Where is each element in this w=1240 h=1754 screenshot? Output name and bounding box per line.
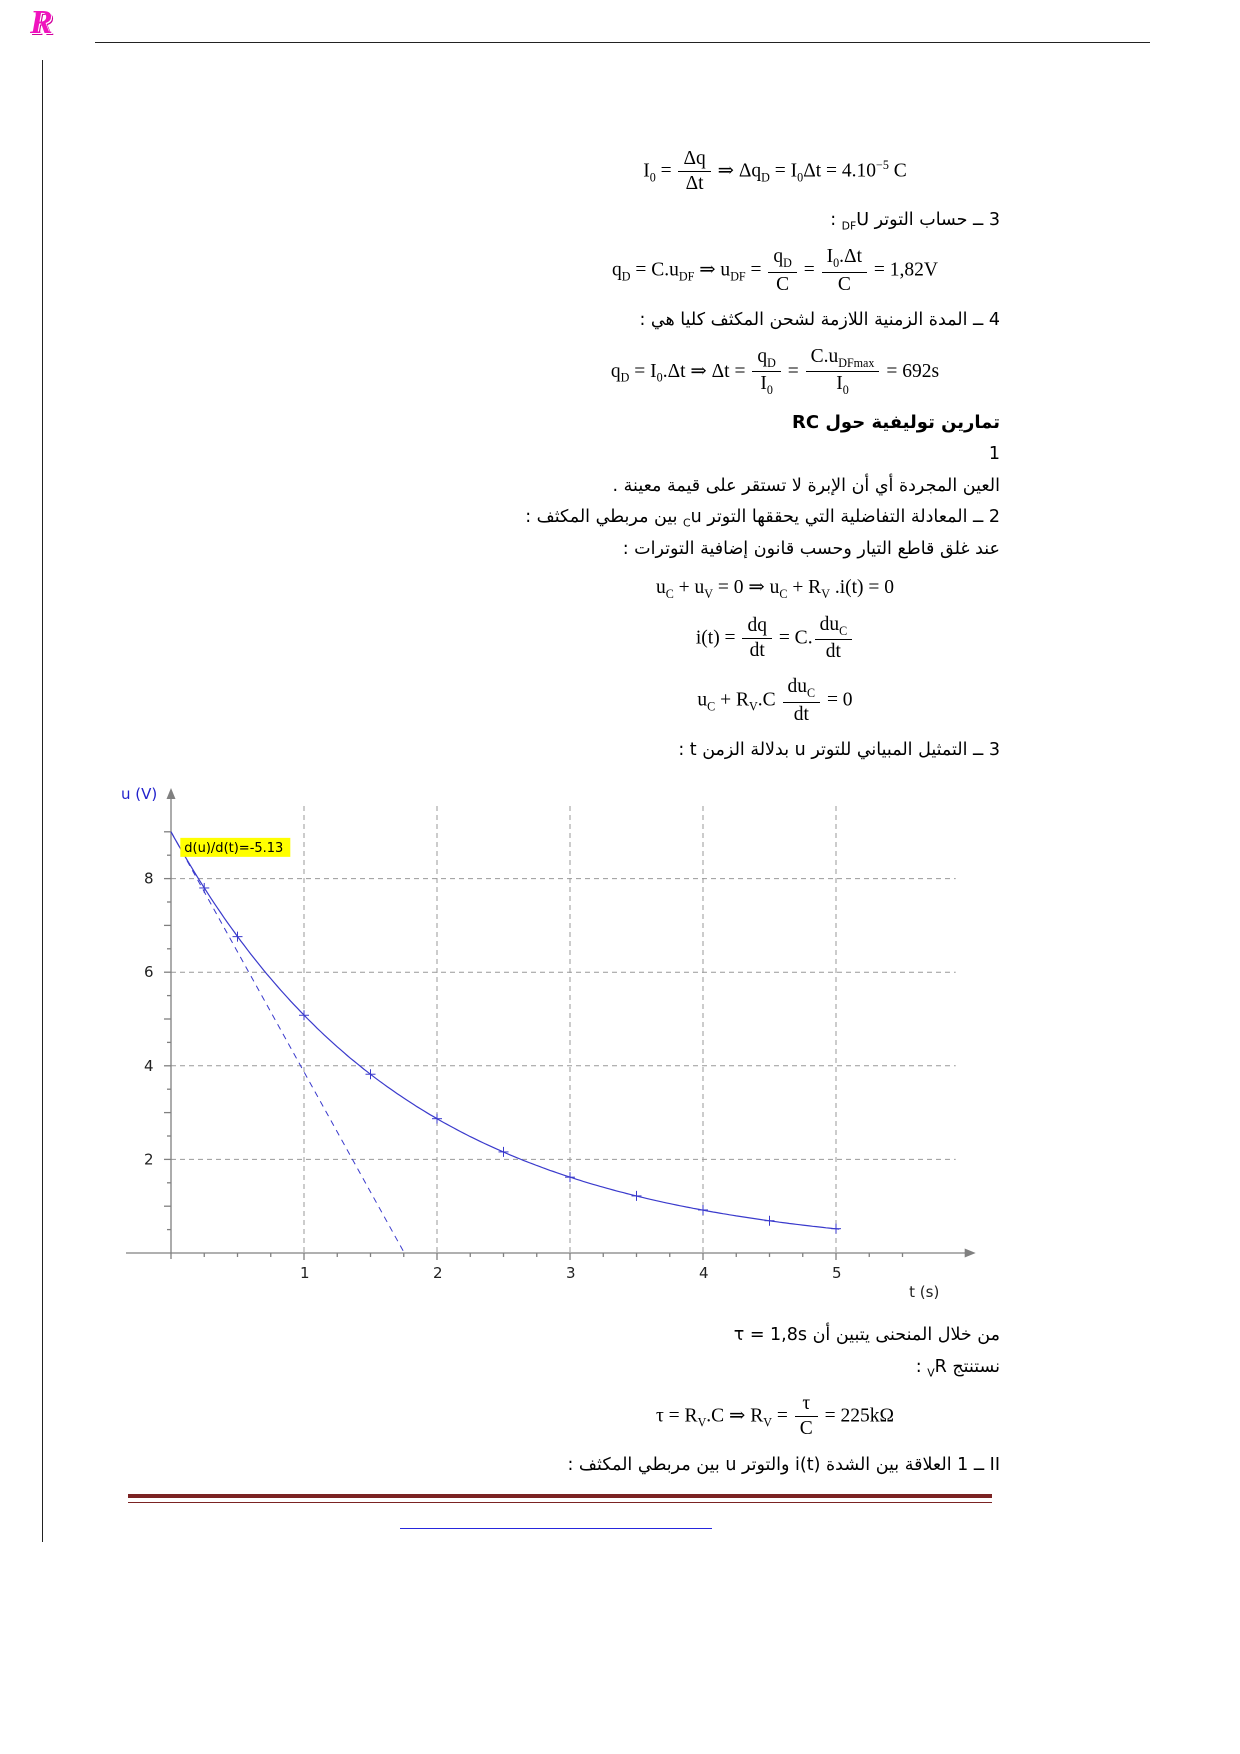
svg-text:4: 4 — [699, 1264, 709, 1283]
svg-text:1: 1 — [300, 1264, 310, 1283]
footer-blue-underline — [400, 1528, 712, 1529]
footer-divider — [128, 1494, 992, 1503]
chart-svg — [106, 783, 1016, 1311]
voltage-decay-chart — [106, 783, 1000, 1315]
line-switch-close: عند غلق قاطع التيار وحسب قانون إضافية التوترات : — [622, 539, 1000, 560]
svg-text:t (s): t (s) — [909, 1283, 940, 1302]
svg-text:u (V): u (V) — [121, 785, 158, 804]
equation-udf: $q_D = C.u_{DF}$ ⇒ $u_{DF}$ = $\frac{q_D}{C}$ = $\frac{I_0.\Delta t}{C}$ = 1,82V — [612, 246, 938, 295]
equation-time: $q_D = I_0.\Delta t$ ⇒ Δt = $\frac{q_D}{I_0}$ = $\frac{C.u_{DFmax}}{I_0}$ = 692s — [610, 345, 940, 398]
equation-kvl: $u_C + u_V = 0$ ⇒ $u_C + R_V$ .i(t) = 0 — [655, 576, 895, 601]
line-tau-reading: من خلال المنحنى يتبين أن τ = 1,8s — [733, 1325, 1000, 1346]
svg-text:5: 5 — [832, 1264, 842, 1283]
line-udf-heading: 3 ــ حساب التوتر $U_{DF}$ : — [830, 209, 1000, 233]
line-naked-eye: العين المجردة أي أن الإبرة لا تستقر على قيمة معينة . — [612, 475, 1000, 496]
line-diff-eq: 2 ــ المعادلة التفاضلية التي يحققها التوتر $u_C$ بين مربطي المكثف : — [525, 507, 1000, 530]
equation-charge: $I_0$ = $\frac{\Delta q}{\Delta t}$ ⇒ $\Delta q_D = I_0\Delta t = 4.10^{-5}$ C — [643, 148, 907, 195]
svg-text:2: 2 — [433, 1264, 443, 1283]
document-body — [100, 120, 1000, 1484]
line-part2-heading: II ــ 1 العلاقة بين الشدة i(t) والتوتر u بين مربطي المكثف : — [567, 1454, 1000, 1475]
page-top-rule — [95, 42, 1150, 43]
section-heading-rc: تمارين توليفية حول RC — [791, 412, 1000, 434]
svg-text:6: 6 — [144, 963, 154, 982]
svg-text:3: 3 — [566, 1264, 576, 1283]
line-graph-intro: 3 ــ التمثيل المبياني للتوتر u بدلالة الزمن t : — [678, 740, 1000, 761]
line-deduce-rv: نستنتج $R_V$ : — [915, 1356, 1000, 1380]
page-left-rule — [42, 60, 43, 1542]
line-duration: 4 ــ المدة الزمنية اللازمة لشحن المكثف كليا هي : — [639, 310, 1000, 331]
svg-text:8: 8 — [144, 869, 154, 888]
svg-text:d(u)/d(t)=-5.13: d(u)/d(t)=-5.13 — [184, 841, 284, 857]
svg-text:2: 2 — [144, 1150, 154, 1169]
equation-current: i(t) = $\frac{dq}{dt}$ = C. $\frac{du_C}{dt}$ — [568, 614, 982, 664]
site-logo: R — [30, 4, 53, 41]
equation-rv: $\tau = R_V.C$ ⇒ $R_V$ = $\frac{\tau}{C}$ = 225kΩ — [655, 1392, 895, 1440]
equation-ode: $u_C + R_V.C$ $\frac{du_C}{dt}$ = 0 — [697, 675, 853, 725]
line-item-one: 1 — [988, 444, 1000, 465]
svg-text:4: 4 — [144, 1057, 154, 1076]
